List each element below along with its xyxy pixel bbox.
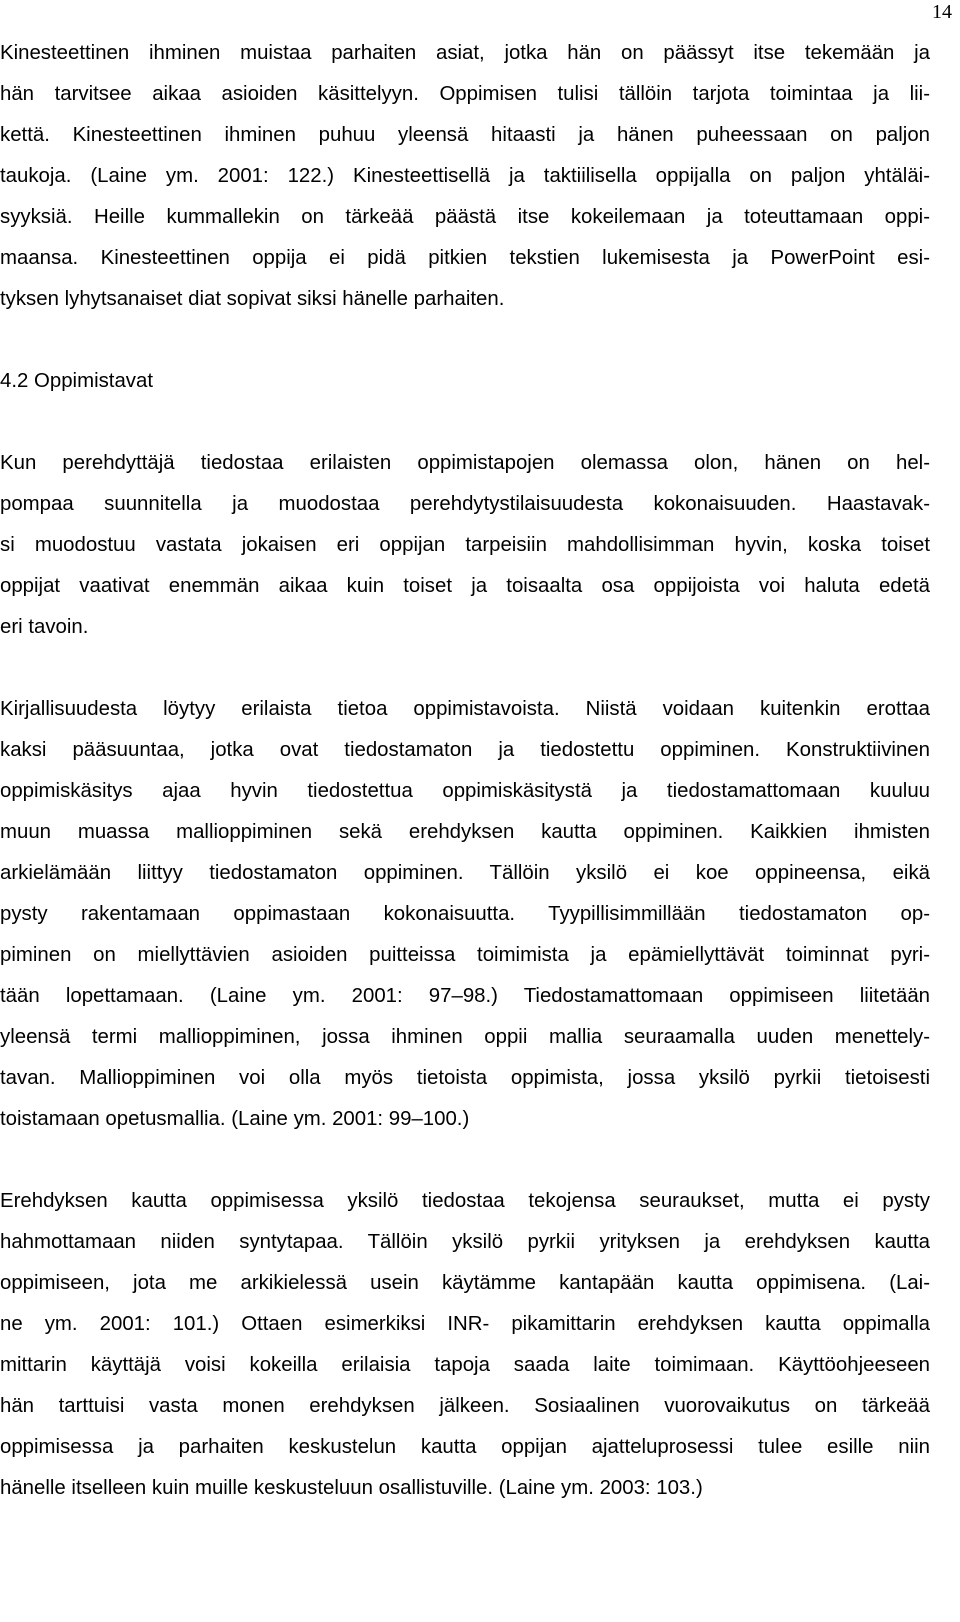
text-line: hän tarttuisi vasta monen erehdyksen jälkeen. Sosiaalinen vuorovaikutus on tärkeää [0, 1395, 930, 1417]
paragraph [0, 33, 930, 320]
paragraph-spacer [0, 320, 930, 361]
paragraph-spacer [0, 402, 930, 443]
text-line: mittarin käyttäjä voisi kokeilla erilaisia tapoja saada laite toimimaan. Käyttöohjeeseen [0, 1354, 930, 1376]
text-line: hän tarvitsee aikaa asioiden käsittelyyn. Oppimisen tulisi tällöin tarjota toimintaa ja lii- [0, 83, 930, 105]
document-body [0, 33, 930, 1509]
text-line: Kinesteettinen ihminen muistaa parhaiten asiat, jotka hän on päässyt itse tekemään ja [0, 42, 930, 64]
text-line: muun muassa mallioppiminen sekä erehdyksen kautta oppiminen. Kaikkien ihmisten [0, 821, 930, 843]
section-heading [0, 361, 930, 402]
text-line: pompaa suunnitella ja muodostaa perehdytystilaisuudesta kokonaisuuden. Haastavak- [0, 493, 930, 515]
text-line: oppimisessa ja parhaiten keskustelun kautta oppijan ajatteluprosessi tulee esille niin [0, 1436, 930, 1458]
text-line: Kun perehdyttäjä tiedostaa erilaisten oppimistapojen olemassa olon, hänen on hel- [0, 452, 930, 474]
paragraph [0, 443, 930, 648]
text-line: eri tavoin. [0, 616, 89, 638]
text-line: oppijat vaativat enemmän aikaa kuin toiset ja toisaalta osa oppijoista voi haluta edetä [0, 575, 930, 597]
text-line: tyksen lyhytsanaiset diat sopivat siksi hänelle parhaiten. [0, 288, 505, 310]
text-line: hänelle itselleen kuin muille keskusteluun osallistuville. (Laine ym. 2003: 103.) [0, 1477, 703, 1499]
text-line: toistamaan opetusmallia. (Laine ym. 2001: 99–100.) [0, 1108, 470, 1130]
text-line: tavan. Mallioppiminen voi olla myös tietoista oppimista, jossa yksilö pyrkii tietoisesti [0, 1067, 930, 1089]
text-line: Kirjallisuudesta löytyy erilaista tietoa oppimistavoista. Niistä voidaan kuitenkin erottaa [0, 698, 930, 720]
text-line: taukoja. (Laine ym. 2001: 122.) Kinesteettisellä ja taktiilisella oppijalla on paljon yhtäläi- [0, 165, 930, 187]
text-line: arkielämään liittyy tiedostamaton oppiminen. Tällöin yksilö ei koe oppineensa, eikä [0, 862, 930, 884]
text-line: piminen on miellyttävien asioiden puitteissa toimimista ja epämiellyttävät toiminnat pyri- [0, 944, 930, 966]
paragraph-spacer [0, 1140, 930, 1181]
text-line: yleensä termi mallioppiminen, jossa ihminen oppii mallia seuraamalla uuden menettely- [0, 1026, 930, 1048]
text-line: syyksiä. Heille kummallekin on tärkeää päästä itse kokeilemaan ja toteuttamaan oppi- [0, 206, 930, 228]
section-heading-text: 4.2 Oppimistavat [0, 370, 153, 392]
paragraph [0, 689, 930, 1140]
text-line: si muodostuu vastata jokaisen eri oppijan tarpeisiin mahdollisimman hyvin, koska toiset [0, 534, 930, 556]
text-line: oppimiskäsitys ajaa hyvin tiedostettua oppimiskäsitystä ja tiedostamattomaan kuuluu [0, 780, 930, 802]
text-line: kettä. Kinesteettinen ihminen puhuu yleensä hitaasti ja hänen puheessaan on paljon [0, 124, 930, 146]
text-line: ne ym. 2001: 101.) Ottaen esimerkiksi INR- pikamittarin erehdyksen kautta oppimalla [0, 1313, 930, 1335]
page-number: 14 [932, 1, 952, 23]
paragraph [0, 1181, 930, 1509]
text-line: tään lopettamaan. (Laine ym. 2001: 97–98.) Tiedostamattomaan oppimiseen liitetään [0, 985, 930, 1007]
text-line: kaksi pääsuuntaa, jotka ovat tiedostamaton ja tiedostettu oppiminen. Konstruktiivinen [0, 739, 930, 761]
text-line: pysty rakentamaan oppimastaan kokonaisuutta. Tyypillisimmillään tiedostamaton op- [0, 903, 930, 925]
text-line: Erehdyksen kautta oppimisessa yksilö tiedostaa tekojensa seuraukset, mutta ei pysty [0, 1190, 930, 1212]
text-line: maansa. Kinesteettinen oppija ei pidä pitkien tekstien lukemisesta ja PowerPoint esi- [0, 247, 930, 269]
text-line: oppimiseen, jota me arkikielessä usein käytämme kantapään kautta oppimisena. (Lai- [0, 1272, 930, 1294]
paragraph-spacer [0, 648, 930, 689]
text-line: hahmottamaan niiden syntytapaa. Tällöin yksilö pyrkii yrityksen ja erehdyksen kautta [0, 1231, 930, 1253]
